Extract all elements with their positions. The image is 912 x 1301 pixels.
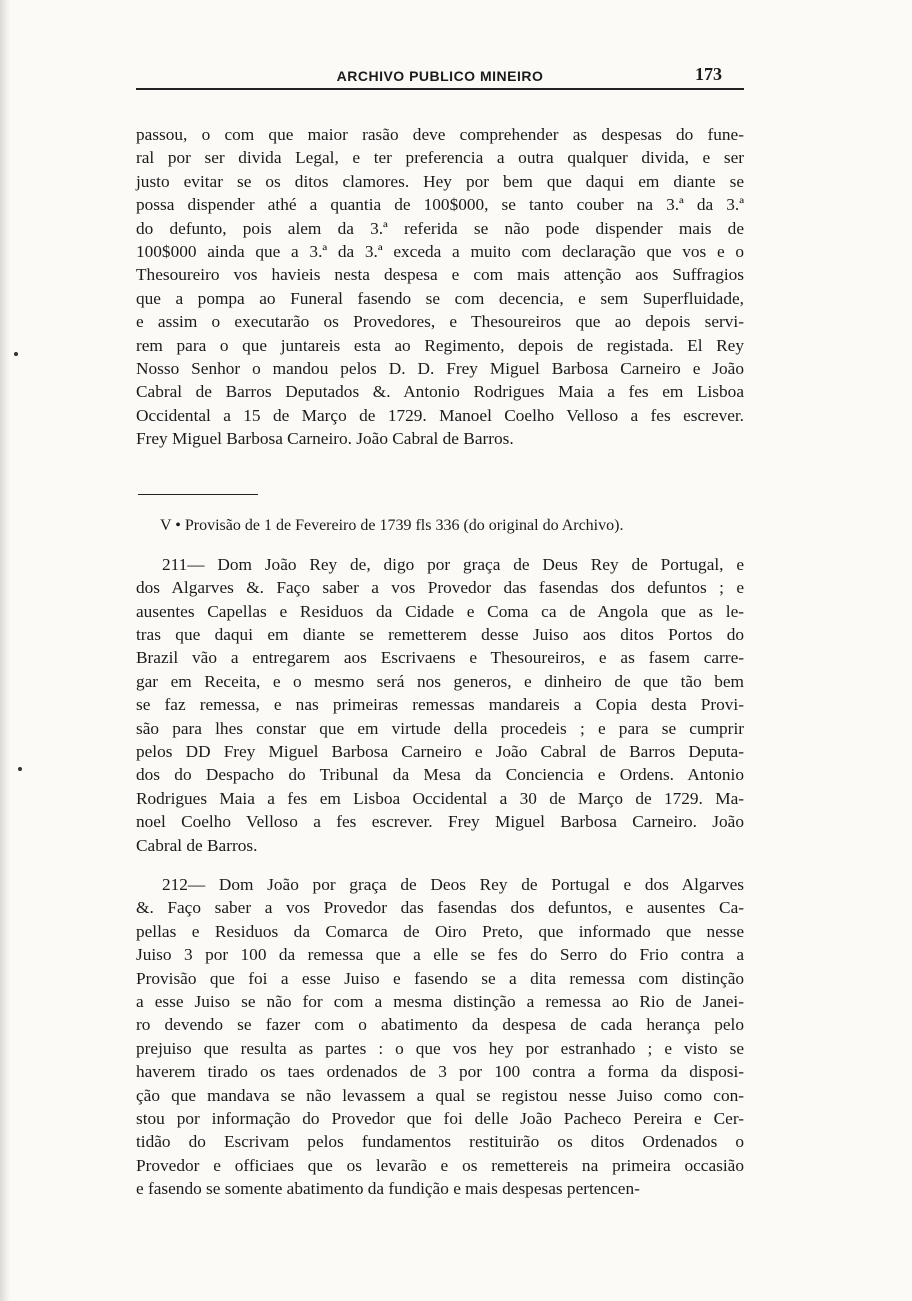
text-line: a esse Juiso se não for com a mesma distinção a remessa ao Rio de Janei- bbox=[136, 992, 744, 1011]
text-line: Brazil vão a entregarem aos Escrivaens e Thesoureiros, e as fasem carre- bbox=[136, 648, 744, 668]
text-line: stou por informação do Provedor que foi delle João Pacheco Pereira e Cer- bbox=[136, 1109, 744, 1129]
text-line: gar em Receita, e o mesmo será nos generos, e dinheiro de que tão bem bbox=[136, 671, 744, 691]
section-divider bbox=[138, 494, 258, 495]
text-line: e fasendo se somente abatimento da fundição e mais despesas pertencen- bbox=[136, 1179, 640, 1199]
text-line: se faz remessa, e nas primeiras remessas mandareis a Copia desta Provi- bbox=[136, 695, 744, 715]
text-line: dos Algarves &. Faço saber a vos Provedor das fasendas dos defuntos ; e bbox=[136, 578, 744, 598]
text-line: do defunto, pois alem da 3.ª referida se não pode dispender mais de bbox=[136, 218, 744, 238]
text-line: Frey Miguel Barbosa Carneiro. João Cabral de Barros. bbox=[136, 429, 514, 449]
continuation-paragraph bbox=[136, 123, 744, 451]
book-page bbox=[136, 58, 744, 1201]
margin-mark bbox=[18, 767, 22, 771]
text-line: justo evitar se os ditos clamores. Hey por bem que daqui em diante se bbox=[136, 171, 744, 191]
text-line: Provisão que foi a esse Juiso e fasendo se a dita remessa com distinção bbox=[136, 968, 744, 988]
margin-mark bbox=[14, 352, 18, 356]
running-header bbox=[136, 58, 744, 90]
text-line: que a pompa ao Funeral fasendo se com decencia, e sem Superfluidade, bbox=[136, 288, 744, 308]
text-line: Cabral de Barros. bbox=[136, 835, 258, 855]
entry-212 bbox=[136, 873, 744, 1201]
text-line: 211— Dom João Rey de, digo por graça de Deus Rey de Portugal, e bbox=[162, 554, 744, 574]
text-line: passou, o com que maior rasão deve comprehender as despesas do fune- bbox=[136, 125, 744, 144]
source-note: V • Provisão de 1 de Fevereiro de 1739 fls 336 (do original do Archivo). bbox=[160, 516, 624, 534]
text-line: &. Faço saber a vos Provedor das fasendas dos defuntos, e ausentes Ca- bbox=[136, 898, 744, 918]
entry-211 bbox=[136, 553, 744, 857]
text-line: 212— Dom João por graça de Deos Rey de Portugal e dos Algarves bbox=[162, 874, 744, 894]
text-line: Cabral de Barros Deputados &. Antonio Rodrigues Maia a fes em Lisboa bbox=[136, 382, 744, 402]
text-line: tras que daqui em diante se remetterem desse Juiso aos ditos Portos do bbox=[136, 624, 744, 644]
text-line: possa dispender athé a quantia de 100$000, se tanto couber na 3.ª da 3.ª bbox=[136, 195, 744, 215]
page-number: 173 bbox=[695, 64, 722, 84]
text-line: ausentes Capellas e Residuos da Cidade e Coma ca de Angola que as le- bbox=[136, 601, 744, 621]
text-line: ção que mandava se não levassem a qual se registou nesse Juiso como con- bbox=[136, 1085, 744, 1105]
page-gutter-shadow bbox=[0, 0, 10, 1301]
text-line: Nosso Senhor o mandou pelos D. D. Frey Miguel Barbosa Carneiro e João bbox=[136, 359, 744, 379]
text-line: prejuiso que resulta as partes : o que vos hey por estranhado ; e visto se bbox=[136, 1038, 744, 1058]
text-line: Occidental a 15 de Março de 1729. Manoel Coelho Velloso a fes escrever. bbox=[136, 405, 744, 425]
running-title: ARCHIVO PUBLICO MINEIRO bbox=[336, 68, 544, 84]
text-line: Rodrigues Maia a fes em Lisboa Occidental a 30 de Março de 1729. Ma- bbox=[136, 788, 744, 808]
text-line: ro devendo se fazer com o abatimento da despesa de cada herança pelo bbox=[136, 1015, 744, 1035]
text-line: noel Coelho Velloso a fes escrever. Frey Miguel Barbosa Carneiro. João bbox=[136, 812, 744, 832]
text-line: tidão do Escrivam pelos fundamentos restituirão os ditos Ordenados o bbox=[136, 1132, 744, 1152]
text-line: 100$000 ainda que a 3.ª da 3.ª exceda a muito com declaração que vos e o bbox=[136, 242, 744, 262]
text-line: rem para o que juntareis esta ao Regimento, depois de registada. El Rey bbox=[136, 335, 744, 355]
text-line: pellas e Residuos da Comarca de Oiro Preto, que informado que nesse bbox=[136, 921, 744, 941]
text-line: Provedor e officiaes que os levarão e os remettereis na primeira occasião bbox=[136, 1155, 744, 1175]
text-line: dos do Despacho do Tribunal da Mesa da Conciencia e Ordens. Antonio bbox=[136, 765, 744, 785]
text-line: Juiso 3 por 100 da remessa que a elle se fes do Serro do Frio contra a bbox=[136, 945, 744, 965]
text-line: pelos DD Frey Miguel Barbosa Carneiro e João Cabral de Barros Deputa- bbox=[136, 741, 744, 761]
text-line: Thesoureiro vos havieis nesta despesa e com mais attenção aos Suffragios bbox=[136, 265, 744, 285]
text-line: ral por ser divida Legal, e ter preferencia a outra qualquer divida, e ser bbox=[136, 148, 744, 168]
text-line: haverem tirado os taes ordenados de 3 por 100 contra a forma da disposi- bbox=[136, 1062, 744, 1082]
text-line: e assim o executarão os Provedores, e Thesoureiros que ao depois servi- bbox=[136, 312, 744, 332]
text-line: são para lhes constar que em virtude della procedeis ; e para se cumprir bbox=[136, 718, 744, 738]
